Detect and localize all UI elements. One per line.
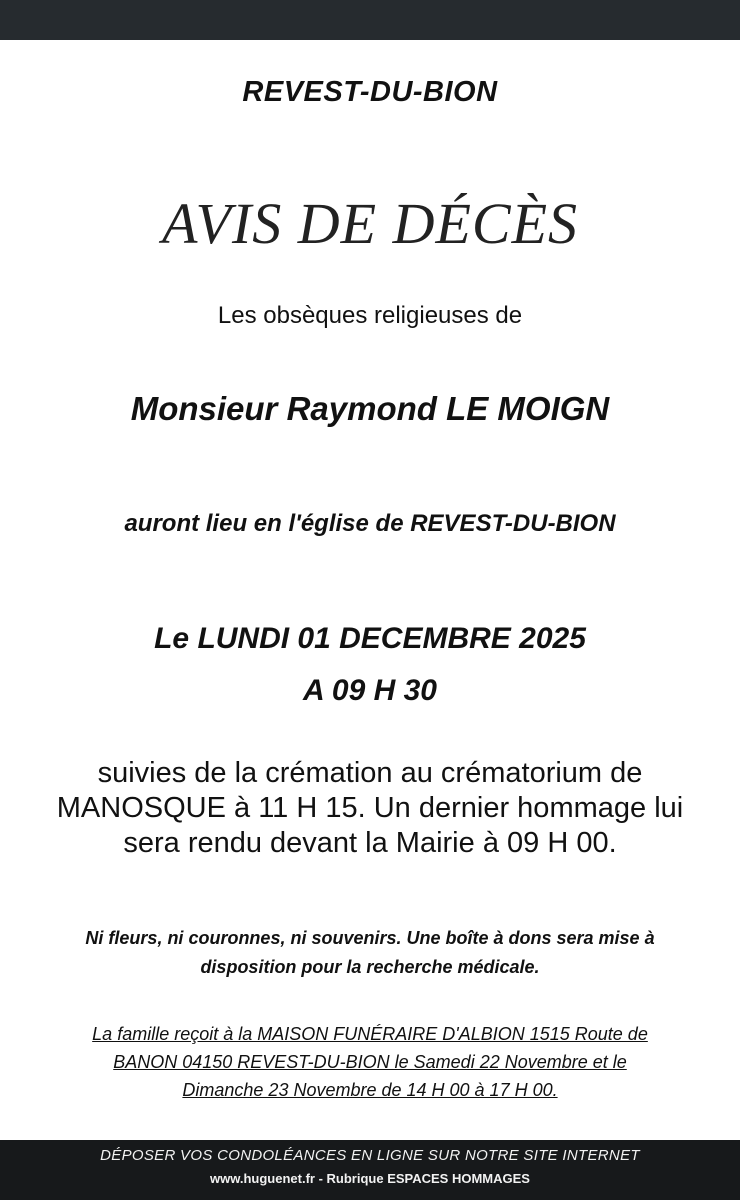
- flowers-line: Ni fleurs, ni couronnes, ni souvenirs. Une boîte à dons sera mise à: [85, 928, 655, 948]
- family-line: Dimanche 23 Novembre de 14 H 00 à 17 H 00.: [182, 1080, 558, 1100]
- ceremony-place: auront lieu en l'église de REVEST-DU-BION: [124, 510, 616, 537]
- death-notice: [0, 40, 740, 1140]
- cremation-line: suivies de la crémation au crématorium de: [97, 757, 643, 789]
- footer-website-text: www.huguenet.fr - Rubrique ESPACES HOMMAGES: [210, 1171, 530, 1186]
- notice-title: AVIS DE DÉCÈS: [161, 191, 579, 256]
- intro-text: Les obsèques religieuses de: [217, 302, 523, 329]
- footer-banner: [0, 1140, 740, 1200]
- deceased-name: Monsieur Raymond LE MOIGN: [130, 390, 610, 427]
- cremation-paragraph: [0, 756, 740, 861]
- family-visit-paragraph: [0, 1020, 740, 1104]
- ceremony-time: A 09 H 30: [303, 674, 437, 707]
- footer-condolences-text: DÉPOSER VOS CONDOLÉANCES EN LIGNE SUR NOTRE SITE INTERNET: [100, 1147, 640, 1164]
- top-bar: [0, 0, 740, 40]
- family-line: BANON 04150 REVEST-DU-BION le Samedi 22 Novembre et le: [113, 1052, 627, 1072]
- cremation-line: MANOSQUE à 11 H 15. Un dernier hommage lui: [56, 792, 684, 824]
- cremation-line: sera rendu devant la Mairie à 09 H 00.: [123, 827, 617, 859]
- flowers-line: disposition pour la recherche médicale.: [200, 957, 540, 977]
- town-heading: REVEST-DU-BION: [242, 76, 498, 108]
- family-line: La famille reçoit à la MAISON FUNÉRAIRE D'ALBION 1515 Route de: [92, 1024, 648, 1044]
- ceremony-date: Le LUNDI 01 DECEMBRE 2025: [154, 622, 586, 655]
- flowers-paragraph: [0, 924, 740, 982]
